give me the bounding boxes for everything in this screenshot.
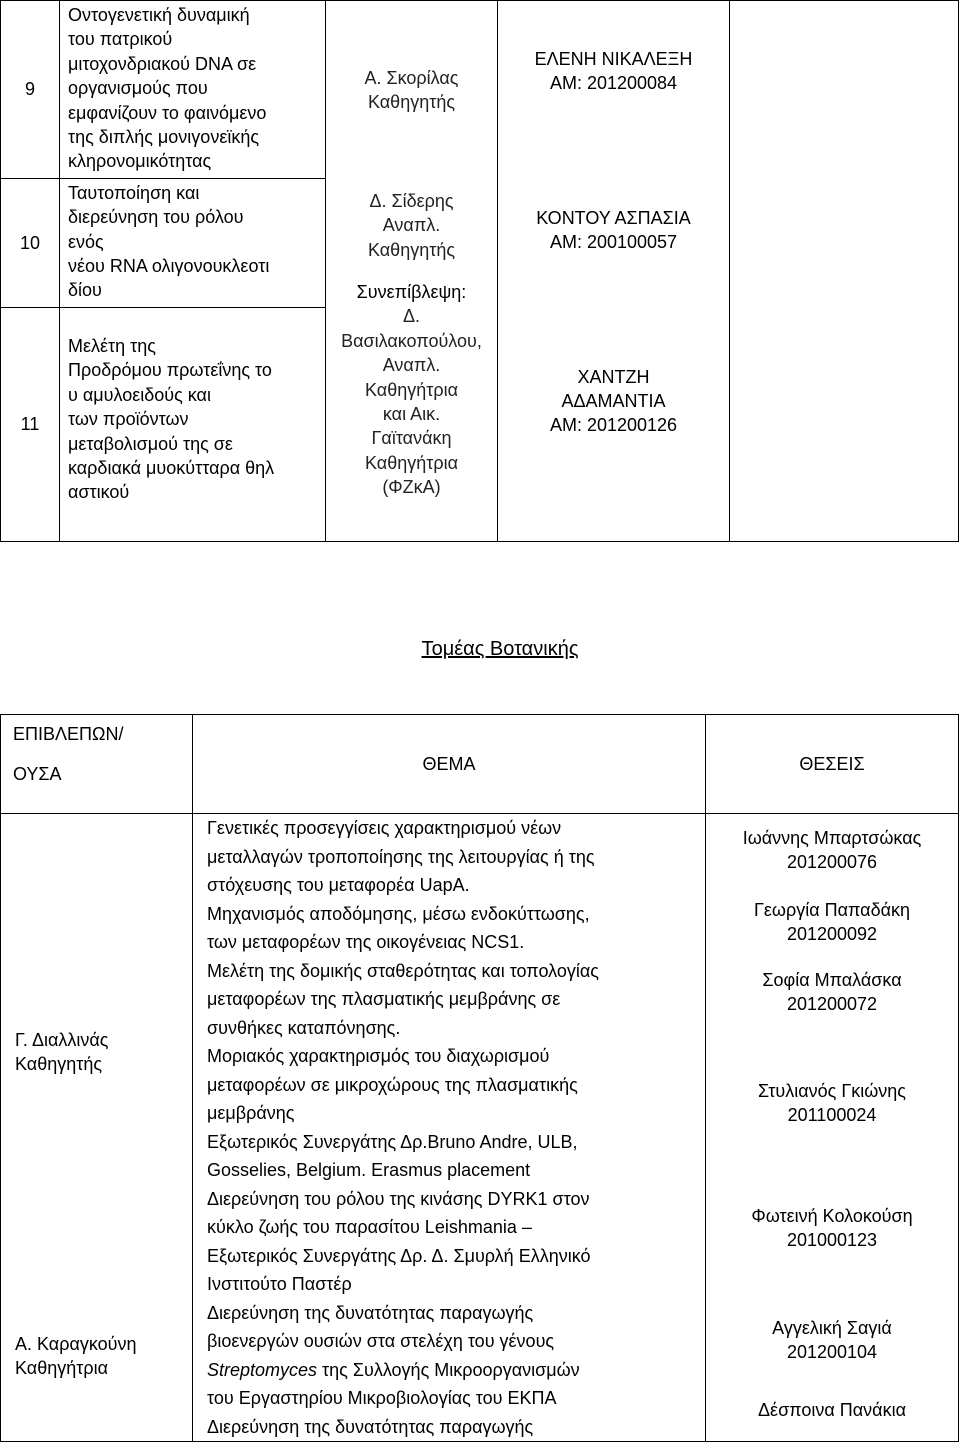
positions-column	[706, 814, 959, 1442]
botany-thesis-table	[0, 714, 959, 1442]
topic-item: Διερεύνηση της δυνατότητας παραγωγής	[207, 1416, 534, 1437]
supervisor-b: Α. Καραγκούνη Καθηγήτρια	[15, 1334, 137, 1378]
position-item: Ιωάννης Μπαρτσώκας 201200076	[742, 828, 922, 872]
supervisors-column	[1, 814, 193, 1442]
row-number: 10	[1, 178, 60, 307]
genus-name: Streptomyces	[207, 1359, 318, 1380]
table-header-row	[1, 715, 959, 814]
supervisors-cell: Α. Σκορίλας Καθηγητής Δ. Σίδερης Αναπλ. Καθηγητής Συνεπίβλεψη: Δ. Βασιλακοπούλου, Αναπλ. Καθηγήτρια και Αικ. Γαϊτανάκη Καθηγήτρια (ΦΖκΑ)	[326, 1, 498, 542]
co-supervision-heading: Συνεπίβλεψη:	[356, 282, 467, 303]
topic-item: Μηχανισμός αποδόμησης, μέσω ενδοκύττωσης, των μεταφορέων της οικογένειας NCS1.	[207, 903, 590, 952]
topic-item: Γενετικές προσεγγίσεις χαρακτηρισμού νέων μεταλλαγών τροποποίησης της λειτουργίας ή της στόχευσης του μεταφορέα UapA.	[207, 818, 595, 895]
thesis-title: Οντογενετική δυναμική του πατρικού μιτοχονδριακού DNA σε οργανισμούς που εμφανίζουν το φαινόμενο της διπλής μονιγονεϊκής κληρονομικότητας	[60, 1, 326, 179]
section-title: Τομέας Βοτανικής	[421, 638, 579, 660]
position-item: Δέσποινα Πανάκια	[758, 1400, 906, 1420]
top-thesis-table	[0, 0, 959, 542]
supervisor-a: Γ. Διαλλινάς Καθηγητής	[15, 1030, 109, 1074]
row-number: 9	[1, 1, 60, 179]
table-row	[1, 1, 959, 179]
header-positions: ΘΕΣΕΙΣ	[706, 715, 959, 814]
students-cell: ΕΛΕΝΗ ΝΙΚΑΛΕΞΗ ΑΜ: 201200084 ΚΟΝΤΟΥ ΑΣΠΑΣΙΑ ΑΜ: 200100057 ΧΑΝΤΖΗ ΑΔΑΜΑΝΤΙΑ ΑΜ: 201200126	[498, 1, 730, 542]
topics-column	[193, 814, 706, 1442]
header-supervisor: ΕΠΙΒΛΕΠΩΝ/ ΟΥΣΑ	[1, 715, 193, 814]
header-theme: ΘΕΜΑ	[193, 715, 706, 814]
thesis-title: Μελέτη της Προδρόμου πρωτεΐνης το υ αμυλοειδούς και των προϊόντων μεταβολισμού της σε καρδιακά μυοκύτταρα θηλ αστικού	[60, 307, 326, 541]
topic-item: Μελέτη της δομικής σταθερότητας και τοπολογίας μεταφορέων της πλασματικής μεμβράνης σε συνθήκες καταπόνησης.	[207, 960, 599, 1038]
position-item: Στυλιανός Γκιώνης 201100024	[758, 1081, 906, 1125]
thesis-title: Ταυτοποίηση και διερεύνηση του ρόλου ενός νέου RNA ολιγονουκλεοτι δίου	[60, 178, 326, 307]
topic-item: Διερεύνηση του ρόλου της κινάσης DYRK1 στον κύκλο ζωής του παρασίτου Leishmania – Εξωτερικός Συνεργάτης Δρ. Δ. Σμυρλή Ελληνικό Ινστιτούτο Παστέρ	[207, 1188, 591, 1294]
position-item: Αγγελική Σαγιά 201200104	[772, 1318, 892, 1362]
empty-cell	[730, 1, 959, 542]
row-number: 11	[1, 307, 60, 541]
position-item: Σοφία Μπαλάσκα 201200072	[762, 970, 902, 1014]
topic-item: Διερεύνηση της δυνατότητας παραγωγής βιοενεργών ουσιών στα στελέχη του γένους Streptomyces της Συλλογής Μικροοργανισμών του Εργαστηρίου Μικροβιολογίας του ΕΚΠΑ	[207, 1302, 580, 1408]
position-item: Γεωργία Παπαδάκη 201200092	[753, 900, 911, 944]
position-item: Φωτεινή Κολοκούση 201000123	[751, 1206, 913, 1250]
table-row	[1, 814, 959, 1442]
topic-item: Μοριακός χαρακτηρισμός του διαχωρισμού μεταφορέων σε μικροχώρους της πλασματικής μεμβράνης Εξωτερικός Συνεργάτης Δρ.Bruno Andre, ULB, Gosselies, Belgium. Erasmus placement	[207, 1046, 578, 1180]
